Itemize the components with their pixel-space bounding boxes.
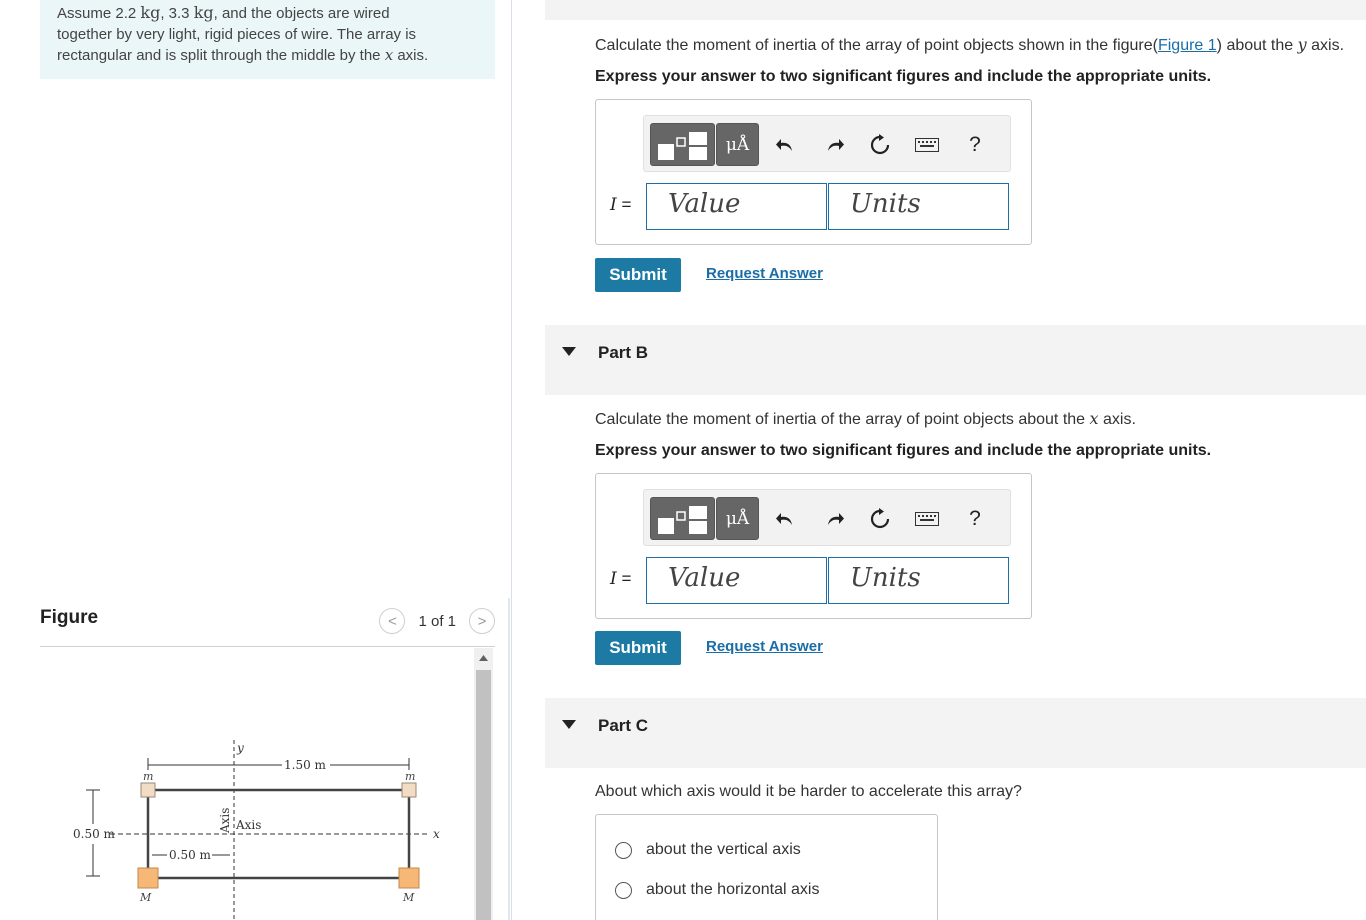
units-button[interactable] bbox=[716, 123, 759, 166]
help-label: ? bbox=[969, 133, 981, 156]
part-c-prompt: About which axis would it be harder to accelerate this array? bbox=[595, 783, 1022, 800]
choice-horizontal-axis[interactable] bbox=[615, 881, 819, 899]
keyboard-icon[interactable] bbox=[914, 132, 940, 158]
figure-scrollbar[interactable] bbox=[474, 648, 493, 920]
intro-line-3-end: axis. bbox=[397, 47, 429, 64]
reset-icon[interactable] bbox=[867, 506, 893, 532]
mass-label-m: m bbox=[143, 770, 154, 783]
part-a-header-band bbox=[545, 0, 1366, 20]
intro-text: Assume 2.2 bbox=[57, 5, 137, 22]
axis-variable: x bbox=[1089, 409, 1099, 428]
part-b-header[interactable] bbox=[545, 325, 1366, 395]
variable-I: I bbox=[610, 195, 617, 215]
templates-button[interactable] bbox=[650, 497, 715, 540]
reset-icon[interactable] bbox=[867, 132, 893, 158]
radio-button[interactable] bbox=[615, 882, 632, 899]
mid-dim-label: 0.50 m bbox=[169, 848, 211, 862]
pager-label: 1 of 1 bbox=[418, 612, 456, 630]
part-b-submit-button[interactable]: Submit bbox=[595, 631, 681, 665]
intro-sep: , 3.3 bbox=[160, 5, 190, 22]
undo-icon[interactable] bbox=[772, 506, 798, 532]
axis-text-vertical: Axis bbox=[218, 807, 232, 833]
chevron-right-icon: > bbox=[477, 612, 487, 630]
part-a-prompt-text: Calculate the moment of inertia of the array of point objects shown in the figure( bbox=[595, 37, 1158, 54]
part-b-instructions: Express your answer to two significant figures and include the appropriate units. bbox=[595, 442, 1212, 459]
part-b-answer-box bbox=[595, 473, 1032, 619]
part-a-request-answer-link[interactable]: Request Answer bbox=[706, 265, 823, 282]
left-panel bbox=[0, 0, 512, 920]
templates-button[interactable] bbox=[650, 123, 715, 166]
y-axis-label: y bbox=[237, 741, 244, 755]
mass-label-M: M bbox=[403, 891, 415, 904]
next-figure-button[interactable] bbox=[469, 608, 495, 634]
collapse-triangle-icon[interactable] bbox=[562, 347, 576, 356]
templates-icon bbox=[651, 124, 716, 167]
units-button[interactable] bbox=[716, 497, 759, 540]
undo-icon[interactable] bbox=[772, 132, 798, 158]
figure-title: Figure bbox=[40, 607, 99, 628]
choice-label: about the vertical axis bbox=[646, 841, 801, 858]
help-icon[interactable] bbox=[962, 506, 988, 532]
figure-pager bbox=[379, 608, 495, 634]
math-toolbar bbox=[643, 115, 1011, 172]
unit-kg: kg bbox=[140, 3, 161, 22]
axis-variable: y bbox=[1297, 35, 1307, 54]
variable-I: I bbox=[610, 569, 617, 589]
figure-link[interactable]: Figure 1 bbox=[1157, 37, 1217, 54]
value-input[interactable]: Value bbox=[646, 557, 827, 604]
templates-icon bbox=[651, 498, 716, 541]
part-c-header[interactable] bbox=[545, 698, 1366, 768]
redo-icon[interactable] bbox=[822, 506, 848, 532]
axis-variable: x bbox=[384, 46, 394, 64]
part-b-title: Part B bbox=[598, 343, 649, 362]
part-a-prompt bbox=[595, 35, 1344, 55]
collapse-triangle-icon[interactable] bbox=[562, 720, 576, 729]
large-mass-bottom-left bbox=[138, 868, 158, 888]
units-input[interactable]: Units bbox=[828, 557, 1009, 604]
part-b-request-answer-link[interactable]: Request Answer bbox=[706, 638, 823, 655]
figure-header bbox=[40, 605, 495, 647]
part-b-prompt-end: axis. bbox=[1103, 411, 1136, 428]
units-button-label: μÅ bbox=[725, 134, 750, 155]
units-button-label: μÅ bbox=[725, 508, 750, 529]
large-mass-bottom-right bbox=[399, 868, 419, 888]
keyboard-icon[interactable] bbox=[914, 506, 940, 532]
right-panel bbox=[512, 0, 1366, 920]
part-a-submit-button[interactable]: Submit bbox=[595, 258, 681, 292]
value-input[interactable]: Value bbox=[646, 183, 827, 230]
panel-divider-accent bbox=[508, 598, 510, 920]
part-a-instructions: Express your answer to two significant figures and include the appropriate units. bbox=[595, 68, 1212, 85]
prev-figure-button[interactable] bbox=[379, 608, 405, 634]
equals-sign: = bbox=[621, 195, 632, 214]
chevron-left-icon: < bbox=[388, 612, 397, 630]
intro-line-3: rectangular and is split through the middle by the bbox=[57, 47, 381, 64]
part-c-title: Part C bbox=[598, 716, 649, 735]
intro-line-2: together by very light, rigid pieces of wire. The array is bbox=[57, 25, 417, 43]
part-a-answer-box bbox=[595, 99, 1032, 245]
figure-image bbox=[40, 648, 495, 920]
help-icon[interactable] bbox=[962, 132, 988, 158]
choice-label: about the horizontal axis bbox=[646, 881, 820, 898]
math-toolbar bbox=[643, 489, 1011, 546]
answer-variable-label bbox=[610, 569, 631, 589]
small-mass-top-right bbox=[402, 783, 416, 797]
mass-label-M: M bbox=[140, 891, 152, 904]
x-axis-label: x bbox=[433, 827, 440, 841]
mass-array-diagram bbox=[40, 648, 470, 920]
unit-kg: kg bbox=[193, 3, 214, 22]
left-dim-label: 0.50 m bbox=[73, 827, 115, 841]
small-mass-top-left bbox=[141, 783, 155, 797]
radio-button[interactable] bbox=[615, 842, 632, 859]
help-label: ? bbox=[969, 507, 981, 530]
choice-vertical-axis[interactable] bbox=[615, 841, 801, 859]
mass-label-m: m bbox=[405, 770, 416, 783]
scroll-thumb[interactable] bbox=[476, 670, 491, 920]
part-a-prompt-mid: ) about the bbox=[1216, 37, 1294, 54]
part-a-prompt-end: axis. bbox=[1311, 37, 1345, 54]
part-c-choices bbox=[595, 814, 938, 920]
redo-icon[interactable] bbox=[822, 132, 848, 158]
intro-tail: , and the objects are wired bbox=[213, 5, 390, 22]
part-b-prompt bbox=[595, 409, 1136, 429]
problem-statement bbox=[40, 0, 495, 79]
equals-sign: = bbox=[621, 569, 632, 588]
axis-text: Axis bbox=[236, 818, 262, 832]
units-input[interactable]: Units bbox=[828, 183, 1009, 230]
answer-variable-label bbox=[610, 195, 631, 215]
scroll-up-icon[interactable] bbox=[474, 648, 493, 668]
part-b-prompt-text: Calculate the moment of inertia of the array of point objects about the bbox=[595, 411, 1086, 428]
top-dim-label: 1.50 m bbox=[284, 758, 326, 772]
